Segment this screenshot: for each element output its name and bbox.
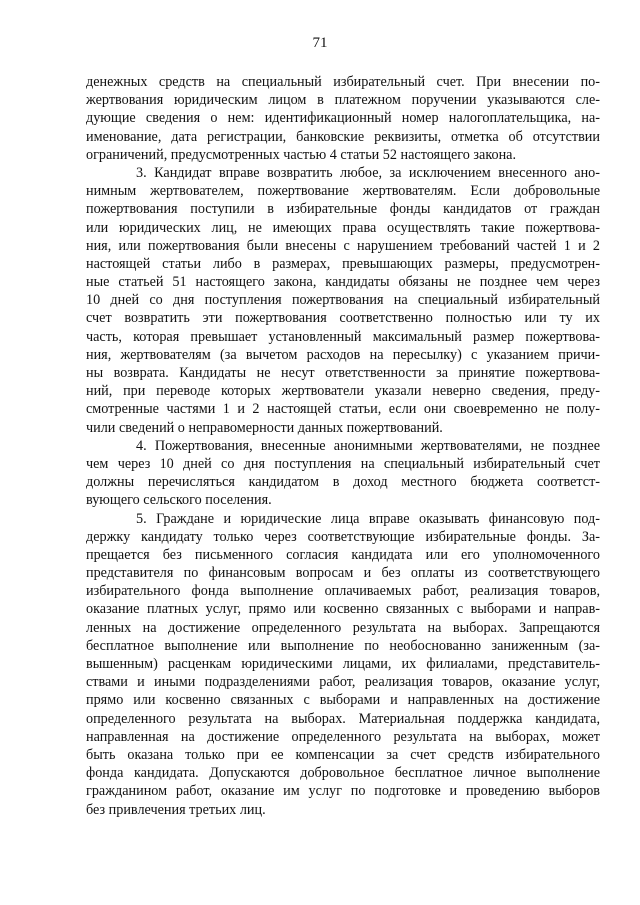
paragraph-5: [86, 510, 600, 819]
text-line: представителя по финансовым вопросам и без оплаты из соответствующего: [86, 565, 600, 582]
text-line: держку кандидату только через соответствующие избирательные фонды. За-: [86, 528, 600, 545]
text-line: часть, которая превышает установленный максимальный размер пожертвова-: [86, 328, 600, 345]
text-line: ния, или пожертвования были внесены с нарушением требований частей 1 и 2: [86, 237, 600, 254]
text-line: дующие сведения о нем: идентификационный номер налогоплательщика, на-: [86, 110, 600, 127]
text-line: ний, при переводе которых жертвователи указали неверно сведения, преду-: [86, 383, 600, 400]
text-line: избирательного фонда выполнение оплачиваемых работ, реализация товаров,: [86, 583, 600, 600]
text-line: именование, дата регистрации, банковские реквизиты, отметка об отсутствии: [86, 128, 600, 145]
document-body: [86, 73, 600, 819]
text-line: настоящей статьи либо в размерах, превышающих размеры, предусмотрен-: [86, 255, 600, 272]
paragraph-0: [86, 73, 600, 164]
text-line: счет возвратить эти пожертвования соответственно полностью или ту их: [86, 310, 600, 327]
text-line: нимным жертвователем, пожертвование жертвователям. Если добровольные: [86, 183, 600, 200]
text-line: 3. Кандидат вправе возвратить любое, за исключением внесенного ано-: [136, 164, 600, 181]
text-line: жертвования юридическим лицом в платежном поручении указываются сле-: [86, 92, 600, 109]
text-line: чили сведений о неправомерности данных пожертвований.: [86, 419, 443, 436]
text-line: оказание платных услуг, прямо или косвенно связанных с выборами и направ-: [86, 601, 600, 618]
text-line: пожертвования поступили в избирательные фонды кандидатов от граждан: [86, 201, 600, 218]
text-line: должны перечисляться кандидатом в доход местного бюджета соответст-: [86, 474, 600, 491]
text-line: 4. Пожертвования, внесенные анонимными жертвователями, не позднее: [136, 437, 600, 454]
text-line: ния, жертвователям (за вычетом расходов на пересылку) с указанием причи-: [86, 346, 600, 363]
text-line: ствами и иными подразделениями работ, реализация товаров, оказание услуг,: [86, 674, 600, 691]
text-line: 10 дней со дня поступления пожертвования на специальный избирательный: [86, 292, 600, 309]
text-line: вышенным) расценкам юридическими лицами, их филиалами, представитель-: [86, 656, 600, 672]
text-line: фонда кандидата. Допускаются добровольное бесплатное личное выполнение: [86, 765, 600, 782]
text-line: ограничений, предусмотренных частью 4 статьи 52 настоящего закона.: [86, 146, 517, 163]
text-line: без привлечения третьих лиц.: [86, 801, 266, 818]
text-line: определенного результата на выборах. Материальная поддержка кандидата,: [86, 710, 600, 727]
page-number: 71: [312, 35, 328, 51]
text-line: направленная на достижение определенного результата на выборах, может: [86, 728, 600, 745]
text-line: прещается без письменного согласия кандидата или его уполномоченного: [86, 546, 600, 563]
paragraph-3: [86, 164, 600, 437]
text-line: вующего сельского поселения.: [86, 492, 272, 509]
text-line: чем через 10 дней со дня поступления на специальный избирательный счет: [86, 455, 600, 472]
text-line: прямо или косвенно связанных с выборами и направленных на достижение: [86, 692, 600, 709]
text-line: денежных средств на специальный избирательный счет. При внесении по-: [86, 74, 600, 90]
text-line: или юридических лиц, не имеющих права осуществлять такие пожертвова-: [86, 219, 600, 236]
text-line: 5. Граждане и юридические лица вправе оказывать финансовую под-: [136, 510, 600, 527]
text-line: ленных на достижение определенного результата на выборах. Запрещаются: [86, 619, 600, 636]
text-line: ные статьей 51 настоящего закона, кандидаты обязаны не позднее чем через: [86, 274, 600, 291]
text-line: бесплатное выполнение или выполнение по необоснованно заниженным (за-: [86, 637, 600, 654]
paragraph-4: [86, 437, 600, 510]
text-line: ны возврата. Кандидаты не несут ответственности за принятие пожертвова-: [86, 365, 600, 381]
text-line: смотренные частями 1 и 2 настоящей статьи, если они своевременно не полу-: [86, 401, 600, 418]
text-line: быть оказана только при ее компенсации за счет средств избирательного: [86, 746, 600, 763]
text-line: гражданином работ, оказание им услуг по подготовке и проведению выборов: [86, 783, 600, 800]
